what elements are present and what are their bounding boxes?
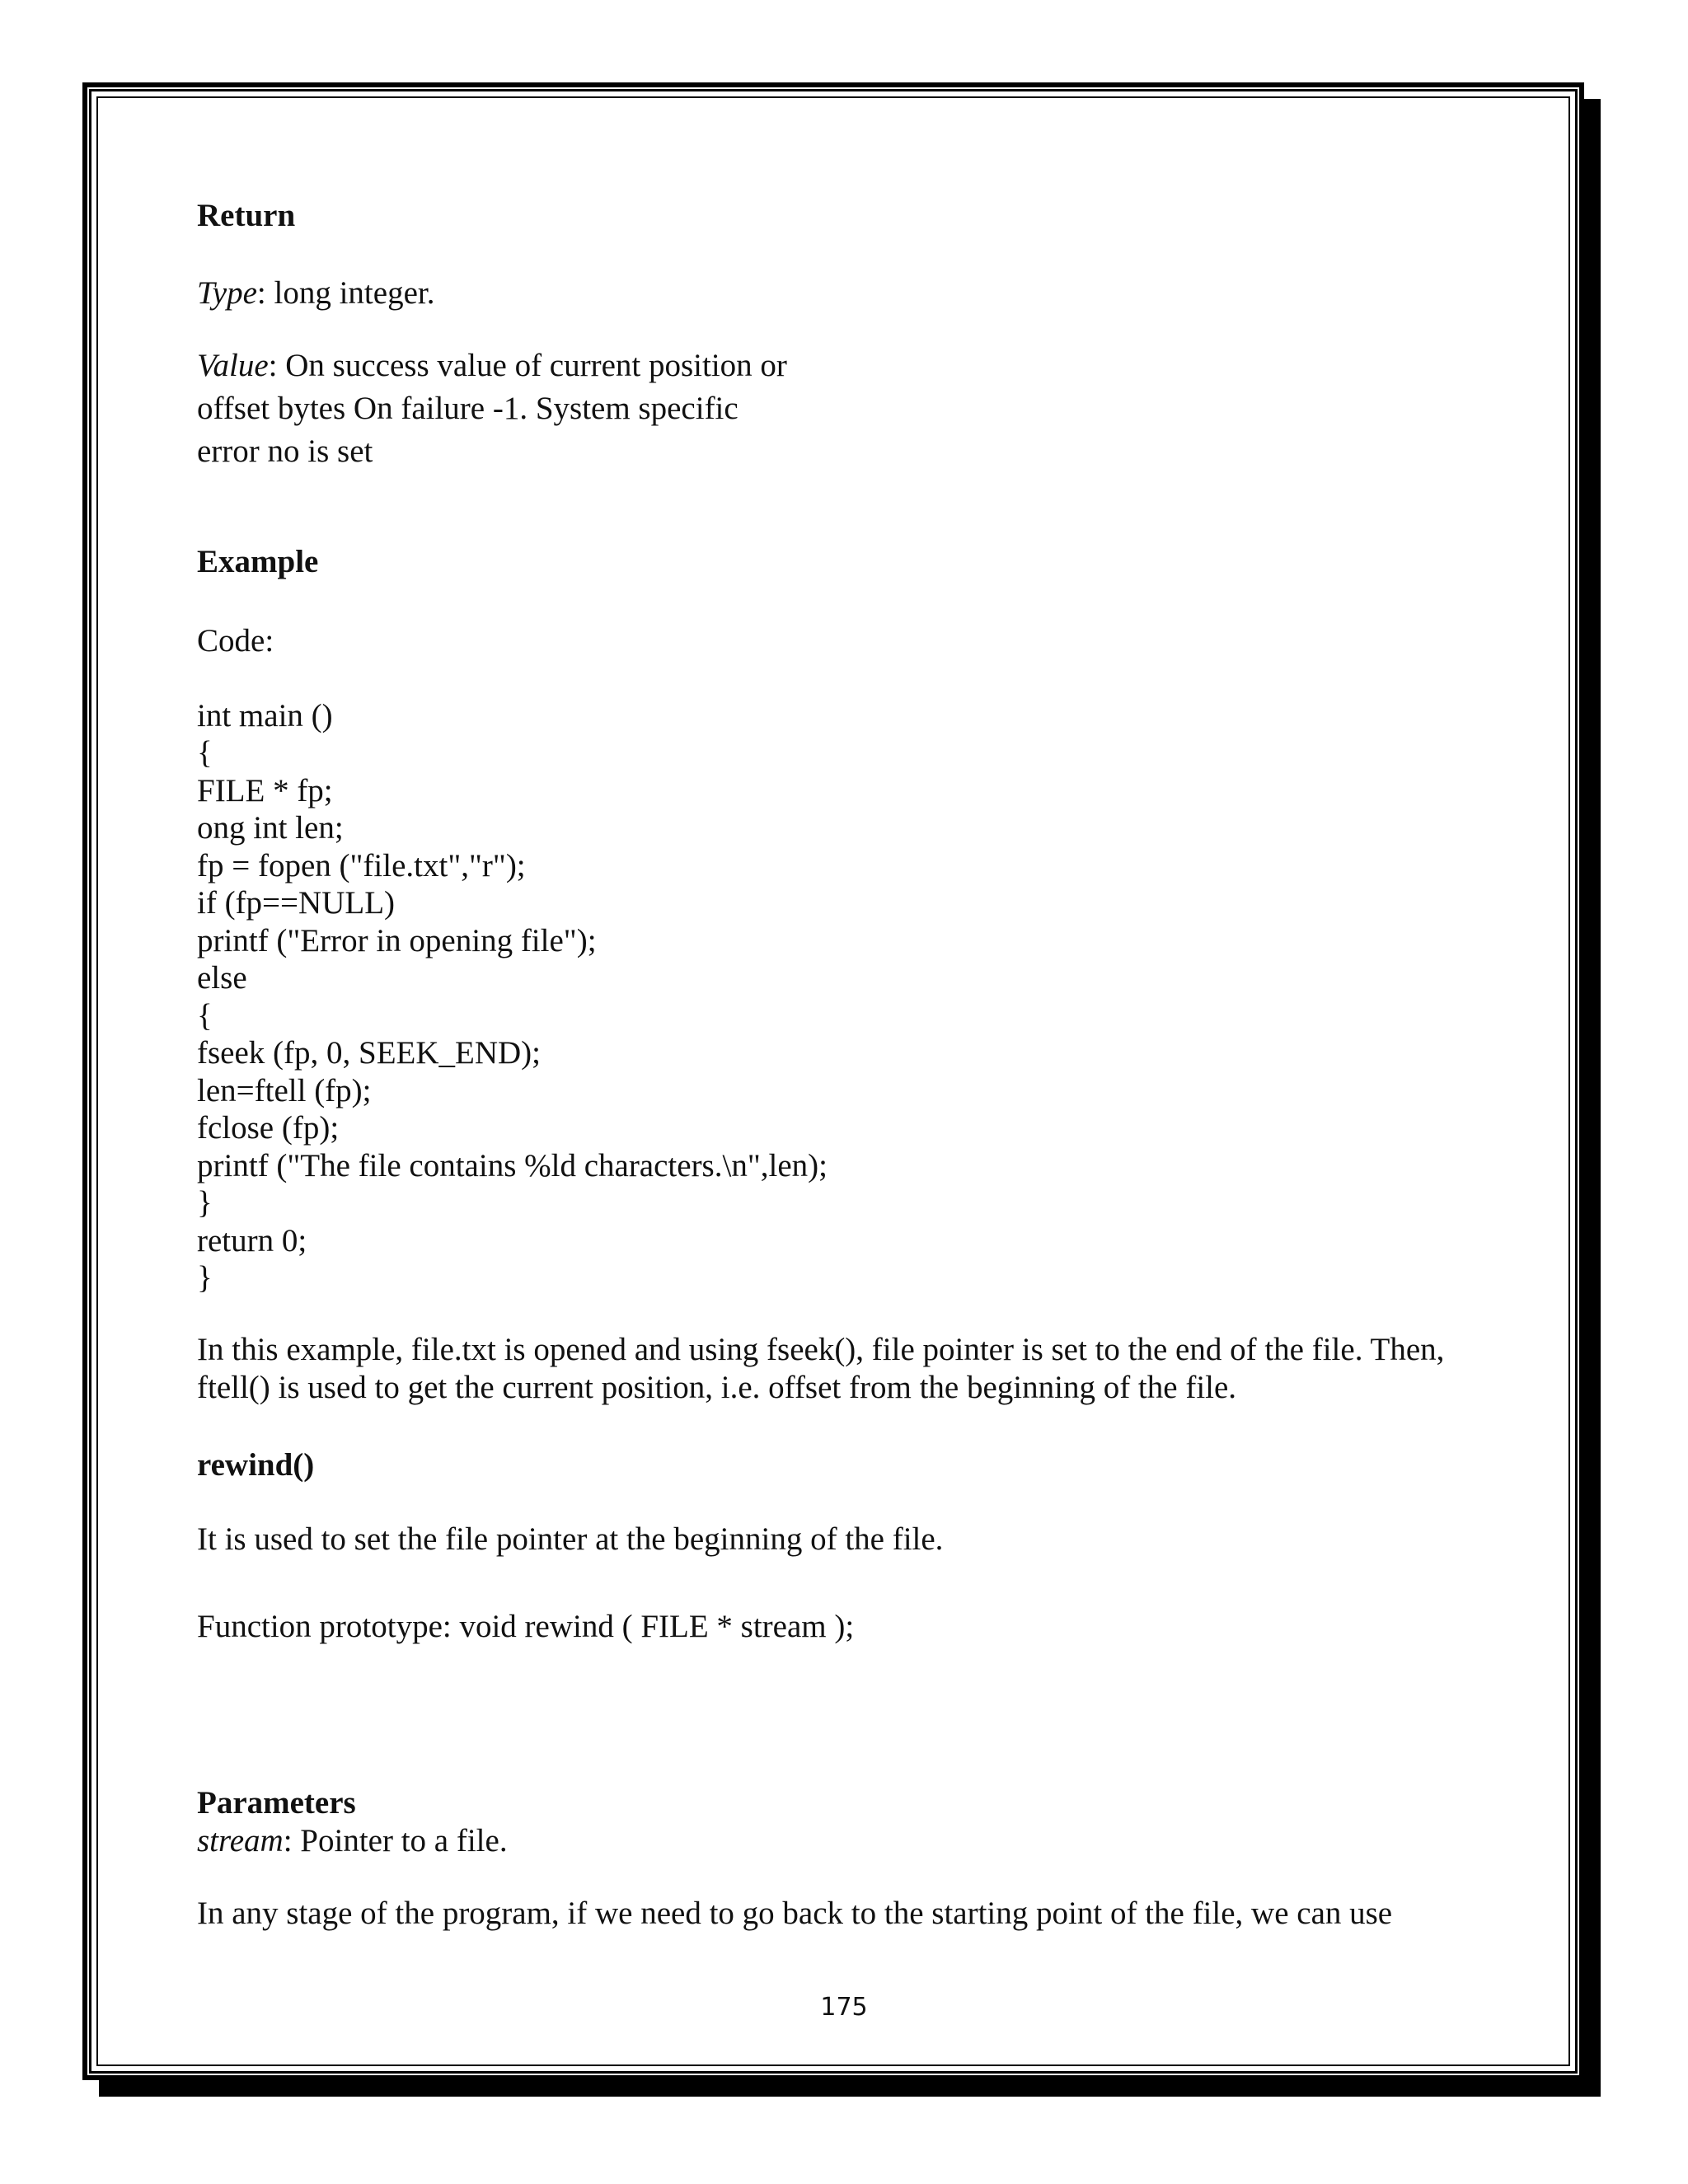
example-explanation-line-2: ftell() is used to get the current position, i.e. offset from the beginning of the file. [197, 1370, 1237, 1405]
type-label: Type [197, 275, 257, 311]
closing-paragraph: In any stage of the program, if we need to go back to the starting point of the file, we can use [197, 1896, 1393, 1931]
code-line: ong int len; [197, 810, 344, 846]
code-line: return 0; [197, 1223, 307, 1258]
code-line: } [197, 1260, 213, 1296]
rewind-heading: rewind() [197, 1447, 315, 1483]
example-explanation-line-1: In this example, file.txt is opened and using fseek(), file pointer is set to the end of the file. Then, [197, 1332, 1445, 1367]
rewind-prototype: Function prototype: void rewind ( FILE * stream ); [197, 1609, 855, 1644]
rewind-description: It is used to set the file pointer at the beginning of the file. [197, 1521, 944, 1557]
code-line: } [197, 1185, 213, 1221]
return-value-line-1 [197, 348, 787, 385]
return-value-line-3: error no is set [197, 434, 373, 469]
parameter-stream [197, 1823, 508, 1860]
stream-label: stream [197, 1823, 284, 1858]
example-heading: Example [197, 544, 319, 579]
code-line: { [197, 735, 213, 771]
value-text: : On success value of current position or [268, 348, 787, 383]
return-value-line-2: offset bytes On failure -1. System specific [197, 391, 738, 426]
return-type [197, 275, 434, 312]
code-line: fclose (fp); [197, 1110, 340, 1146]
code-line: FILE * fp; [197, 773, 333, 808]
stream-text: : Pointer to a file. [283, 1823, 508, 1858]
return-heading: Return [197, 198, 296, 233]
code-label: Code: [197, 623, 274, 658]
code-line: { [197, 998, 213, 1033]
page-number: 175 [820, 1993, 868, 2022]
value-label: Value [197, 348, 269, 383]
code-line: if (fp==NULL) [197, 885, 395, 921]
code-line: len=ftell (fp); [197, 1073, 372, 1108]
code-line: printf ("Error in opening file"); [197, 923, 597, 958]
parameters-heading: Parameters [197, 1785, 356, 1821]
code-line: else [197, 960, 247, 996]
code-line: fp = fopen ("file.txt","r"); [197, 848, 526, 883]
code-line: fseek (fp, 0, SEEK_END); [197, 1035, 541, 1071]
type-text: : long integer. [256, 275, 435, 311]
code-line: int main () [197, 698, 333, 733]
code-line: printf ("The file contains %ld characters.\n",len); [197, 1148, 828, 1183]
